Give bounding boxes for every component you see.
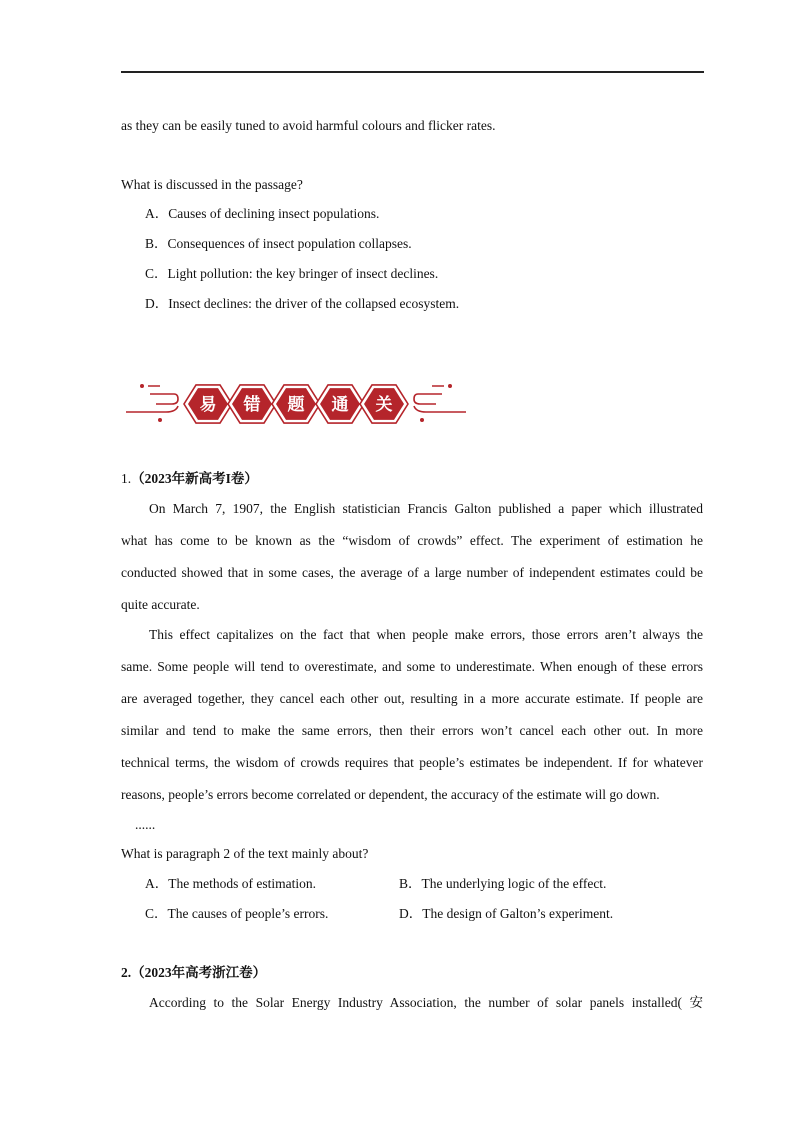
paragraph-2-line: are averaged together, they cancel each other out, resulting in a more accurate estimate. If people are: [121, 691, 703, 706]
question-stem: What is paragraph 2 of the text mainly about?: [121, 846, 369, 861]
question-1-header: [121, 470, 258, 488]
paragraph-2-line: similar and tend to make the same errors, then their errors won’t cancel each other out. In more: [121, 723, 703, 738]
question-source: （2023年新高考I卷）: [131, 471, 258, 486]
question-number: 1.: [121, 471, 132, 486]
banner-char: 通: [331, 395, 349, 415]
option-a: A．Causes of declining insect populations.: [145, 206, 380, 221]
ellipsis: ......: [135, 817, 156, 832]
question-2-header: [121, 964, 266, 982]
option-a: A．The methods of estimation.: [145, 876, 316, 891]
banner-char: 错: [243, 395, 261, 415]
option-c: C．Light pollution: the key bringer of insect declines.: [145, 266, 439, 281]
banner-char: 题: [287, 395, 305, 415]
paragraph-2-line: This effect capitalizes on the fact that when people make errors, those errors aren’t always the: [149, 627, 703, 642]
question-source: （2023年高考浙江卷）: [131, 965, 267, 980]
question-stem: What is discussed in the passage?: [121, 177, 303, 192]
paragraph-1-line: quite accurate.: [121, 597, 200, 612]
section-banner: [120, 376, 470, 432]
paragraph-1-line: what has come to be known as the “wisdom of crowds” effect. The experiment of estimation he: [121, 533, 703, 548]
paragraph-2-line: same. Some people will tend to overestimate, and some to underestimate. When enough of these errors: [121, 659, 703, 674]
option-b: B．Consequences of insect population collapses.: [145, 236, 412, 251]
question-number: 2.: [121, 965, 132, 980]
banner-char: 关: [375, 395, 393, 415]
paragraph-1-line: conducted showed that in some cases, the average of a large number of independent estimates could be: [121, 565, 703, 580]
option-c: C．The causes of people’s errors.: [145, 906, 329, 921]
option-d: D．The design of Galton’s experiment.: [399, 906, 614, 921]
left-swirl-ornament: [126, 384, 178, 422]
paragraph-2-line: reasons, people’s errors become correlated or dependent, the accuracy of the estimate will go down.: [121, 787, 660, 802]
option-d: D．Insect declines: the driver of the collapsed ecosystem.: [145, 296, 460, 311]
banner-char: 易: [199, 395, 217, 415]
header-rule: [121, 71, 704, 73]
paragraph-1-line: On March 7, 1907, the English statistician Francis Galton published a paper which illustrated: [149, 501, 703, 516]
paragraph-line: According to the Solar Energy Industry Association, the number of solar panels installed( 安: [149, 995, 703, 1010]
right-swirl-ornament: [414, 384, 466, 422]
paragraph-2-line: technical terms, the wisdom of crowds requires that people’s estimates be independent. If for whatever: [121, 755, 703, 770]
passage-continuation: as they can be easily tuned to avoid harmful colours and flicker rates.: [121, 118, 496, 133]
option-b: B．The underlying logic of the effect.: [399, 876, 607, 891]
